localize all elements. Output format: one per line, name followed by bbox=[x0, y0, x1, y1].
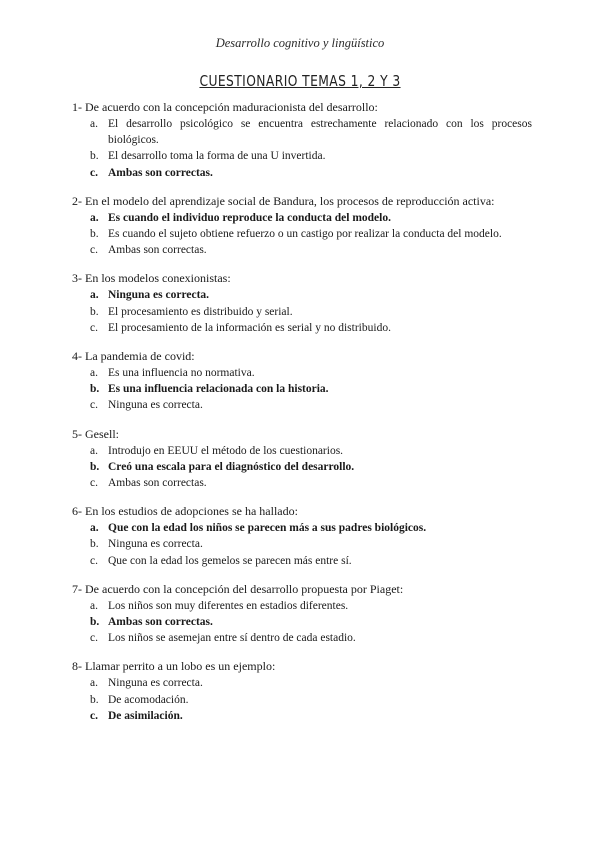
option-letter: a. bbox=[90, 211, 99, 224]
option-letter: c. bbox=[90, 477, 98, 490]
option-text: Ninguna es correcta. bbox=[108, 289, 210, 302]
option-c-correct bbox=[72, 708, 532, 724]
option-list bbox=[72, 210, 532, 259]
page-title: CUESTIONARIO TEMAS 1, 2 Y 3 bbox=[199, 72, 401, 90]
option-text: Que con la edad los niños se parecen más a sus padres biológicos. bbox=[108, 522, 427, 535]
page-header: Desarrollo cognitivo y lingüístico bbox=[215, 36, 385, 50]
option-letter: b. bbox=[90, 616, 100, 629]
option-b bbox=[72, 148, 532, 164]
question-text: 5- Gesell: bbox=[72, 426, 119, 441]
question-text: 4- La pandemia de covid: bbox=[72, 349, 195, 364]
option-letter: c. bbox=[90, 554, 98, 567]
option-text: Ambas son correctas. bbox=[108, 477, 207, 490]
option-text: El procesamiento de la información es serial y no distribuido. bbox=[108, 321, 391, 334]
option-letter: c. bbox=[90, 709, 98, 722]
option-a bbox=[72, 116, 532, 148]
option-text: Los niños se asemejan entre sí dentro de cada estadio. bbox=[108, 632, 356, 645]
option-c-correct bbox=[72, 165, 532, 181]
option-a-correct bbox=[72, 210, 532, 226]
question-text: 2- En el modelo del aprendizaje social de Bandura, los procesos de reproducción activa: bbox=[72, 193, 495, 208]
option-text: El desarrollo psicológico se encuentra estrechamente relacionado con los procesos biológicos. bbox=[108, 118, 532, 147]
option-text: Es cuando el sujeto obtiene refuerzo o un castigo por realizar la conducta del modelo. bbox=[108, 228, 502, 241]
option-c bbox=[72, 475, 532, 491]
option-a-correct bbox=[72, 520, 532, 536]
option-a bbox=[72, 598, 532, 614]
option-letter: b. bbox=[90, 383, 100, 396]
question-text: 7- De acuerdo con la concepción del desarrollo propuesta por Piaget: bbox=[72, 581, 404, 596]
option-c bbox=[72, 242, 532, 258]
option-letter: b. bbox=[90, 150, 99, 163]
option-text: Es cuando el individuo reproduce la conducta del modelo. bbox=[108, 211, 391, 224]
option-text: Ambas son correctas. bbox=[108, 244, 207, 257]
option-text: Ninguna es correcta. bbox=[108, 399, 203, 412]
option-list bbox=[72, 520, 532, 569]
option-letter: c. bbox=[90, 632, 98, 645]
option-b-correct bbox=[72, 614, 532, 630]
question-2 bbox=[72, 193, 532, 259]
option-c bbox=[72, 397, 532, 413]
question-text: 8- Llamar perrito a un lobo es un ejemplo: bbox=[72, 659, 276, 674]
option-b bbox=[72, 304, 532, 320]
option-list bbox=[72, 598, 532, 647]
option-b bbox=[72, 226, 532, 242]
option-letter: a. bbox=[90, 677, 98, 690]
question-text: 6- En los estudios de adopciones se ha hallado: bbox=[72, 504, 298, 519]
question-3 bbox=[72, 270, 532, 336]
option-a bbox=[72, 675, 532, 691]
question-5 bbox=[72, 426, 532, 492]
option-letter: a. bbox=[90, 444, 98, 457]
option-letter: c. bbox=[90, 166, 98, 179]
option-list bbox=[72, 365, 532, 414]
option-letter: a. bbox=[90, 367, 98, 380]
question-text: 3- En los modelos conexionistas: bbox=[72, 271, 231, 286]
question-8 bbox=[72, 658, 532, 724]
option-letter: c. bbox=[90, 399, 98, 412]
option-b-correct bbox=[72, 381, 532, 397]
option-text: Creó una escala para el diagnóstico del desarrollo. bbox=[108, 460, 355, 473]
option-letter: c. bbox=[90, 244, 98, 257]
option-letter: b. bbox=[90, 693, 99, 706]
option-list bbox=[72, 116, 532, 181]
option-list bbox=[72, 287, 532, 336]
option-c bbox=[72, 553, 532, 569]
option-letter: a. bbox=[90, 118, 98, 130]
option-letter: b. bbox=[90, 460, 100, 473]
option-letter: b. bbox=[90, 305, 99, 318]
option-c bbox=[72, 630, 532, 646]
option-text: Ambas son correctas. bbox=[108, 166, 213, 179]
question-6 bbox=[72, 503, 532, 569]
question-text: 1- De acuerdo con la concepción maduracionista del desarrollo: bbox=[72, 100, 378, 114]
question-1 bbox=[72, 99, 532, 181]
option-text: El procesamiento es distribuido y serial. bbox=[108, 305, 293, 318]
option-text: Es una influencia no normativa. bbox=[108, 367, 255, 380]
option-letter: b. bbox=[90, 538, 99, 551]
option-list bbox=[72, 675, 532, 724]
option-letter: c. bbox=[90, 321, 98, 334]
questionnaire bbox=[72, 99, 532, 736]
option-list bbox=[72, 443, 532, 492]
option-letter: b. bbox=[90, 228, 99, 241]
option-a-correct bbox=[72, 287, 532, 303]
question-4 bbox=[72, 348, 532, 414]
option-text: Que con la edad los gemelos se parecen más entre sí. bbox=[108, 554, 352, 567]
option-text: El desarrollo toma la forma de una U invertida. bbox=[108, 150, 326, 163]
option-text: Es una influencia relacionada con la historia. bbox=[108, 383, 329, 396]
option-text: De acomodación. bbox=[108, 693, 189, 706]
option-a bbox=[72, 443, 532, 459]
option-text: Los niños son muy diferentes en estadios diferentes. bbox=[108, 599, 349, 612]
option-letter: a. bbox=[90, 289, 99, 302]
option-c bbox=[72, 320, 532, 336]
option-b-correct bbox=[72, 459, 532, 475]
option-letter: a. bbox=[90, 522, 99, 535]
option-text: Ninguna es correcta. bbox=[108, 677, 203, 690]
option-a bbox=[72, 365, 532, 381]
option-b bbox=[72, 536, 532, 552]
option-text: Ninguna es correcta. bbox=[108, 538, 203, 551]
question-7 bbox=[72, 581, 532, 647]
option-letter: a. bbox=[90, 599, 98, 612]
option-text: De asimilación. bbox=[108, 709, 183, 722]
option-text: Ambas son correctas. bbox=[108, 616, 213, 629]
option-text: Introdujo en EEUU el método de los cuestionarios. bbox=[108, 444, 344, 457]
option-b bbox=[72, 692, 532, 708]
